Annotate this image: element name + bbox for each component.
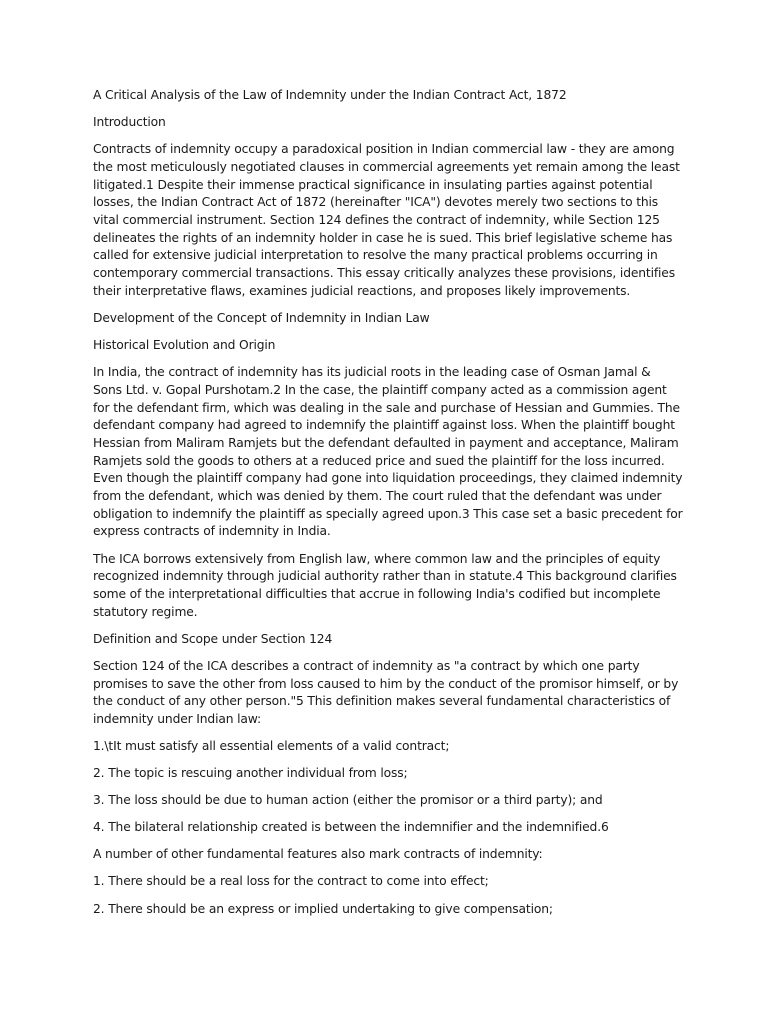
paragraph-historical-2: The ICA borrows extensively from English law, where common law and the principles of equity recognized indemnity through judicial authority rather than in statute.4 This background clarifies some of the interpretational difficulties that accrue in following India's codified but incomplete statutory regime. (93, 551, 677, 619)
list-item: 4. The bilateral relationship created is between the indemnifier and the indemnified.6 (93, 820, 609, 835)
paragraph-introduction: Contracts of indemnity occupy a paradoxical position in Indian commercial law - they are among the most meticulously negotiated clauses in commercial agreements yet remain among the least litigated.1 Despite their immense practical significance in insulating parties against potential losses, the Indian Contract Act of 1872 (hereinafter "ICA") devotes merely two sections to this vital commercial instrument. Section 124 defines the contract of indemnity, while Section 125 delineates the rights of an indemnity holder in case he is sued. This brief legislative scheme has called for extensive judicial interpretation to resolve the many practical problems occurring in contemporary commercial transactions. This essay critically analyzes these provisions, identifies their interpretative flaws, examines judicial reactions, and proposes likely improvements. (93, 142, 680, 298)
heading-introduction: Introduction (93, 115, 166, 130)
heading-definition: Definition and Scope under Section 124 (93, 631, 333, 646)
paragraph-historical-1: In India, the contract of indemnity has its judicial roots in the leading case of Osman Jamal & Sons Ltd. v. Gopal Purshotam.2 In the case, the plaintiff company acted as a commission agent for the defendant firm, which was dealing in the sale and purchase of Hessian and Gummies. The defendant company had agreed to indemnify the plaintiff against loss. When the plaintiff bought Hessian from Maliram Ramjets but the defendant defaulted in payment and acceptance, Maliram Ramjets sold the goods to others at a reduced price and sued the plaintiff for the loss incurred. Even though the plaintiff company had gone into liquidation proceedings, they claimed indemnity from the defendant, which was denied by them. The court ruled that the defendant was under obligation to indemnify the plaintiff as specially agreed upon.3 This case set a basic precedent for express contracts of indemnity in India. (93, 365, 683, 539)
paragraph-other-features: A number of other fundamental features also mark contracts of indemnity: (93, 847, 543, 862)
heading-historical: Historical Evolution and Origin (93, 338, 276, 352)
document-body (93, 87, 683, 928)
list-item: 2. The topic is rescuing another individual from loss; (93, 766, 408, 781)
list-item: 2. There should be an express or implied undertaking to give compensation; (93, 901, 553, 916)
list-item: 1.\tIt must satisfy all essential elements of a valid contract; (93, 739, 450, 754)
paragraph-definition: Section 124 of the ICA describes a contract of indemnity as "a contract by which one party promises to save the other from loss caused to him by the conduct of the promisor himself, or by the conduct of any other person."5 This definition makes several fundamental characteristics of indemnity under Indian law: (93, 658, 679, 726)
list-item: 3. The loss should be due to human action (either the promisor or a third party); and (93, 793, 603, 808)
heading-development: Development of the Concept of Indemnity in Indian Law (93, 310, 430, 325)
list-item: 1. There should be a real loss for the contract to come into effect; (93, 874, 489, 889)
document-title: A Critical Analysis of the Law of Indemnity under the Indian Contract Act, 1872 (93, 88, 567, 102)
